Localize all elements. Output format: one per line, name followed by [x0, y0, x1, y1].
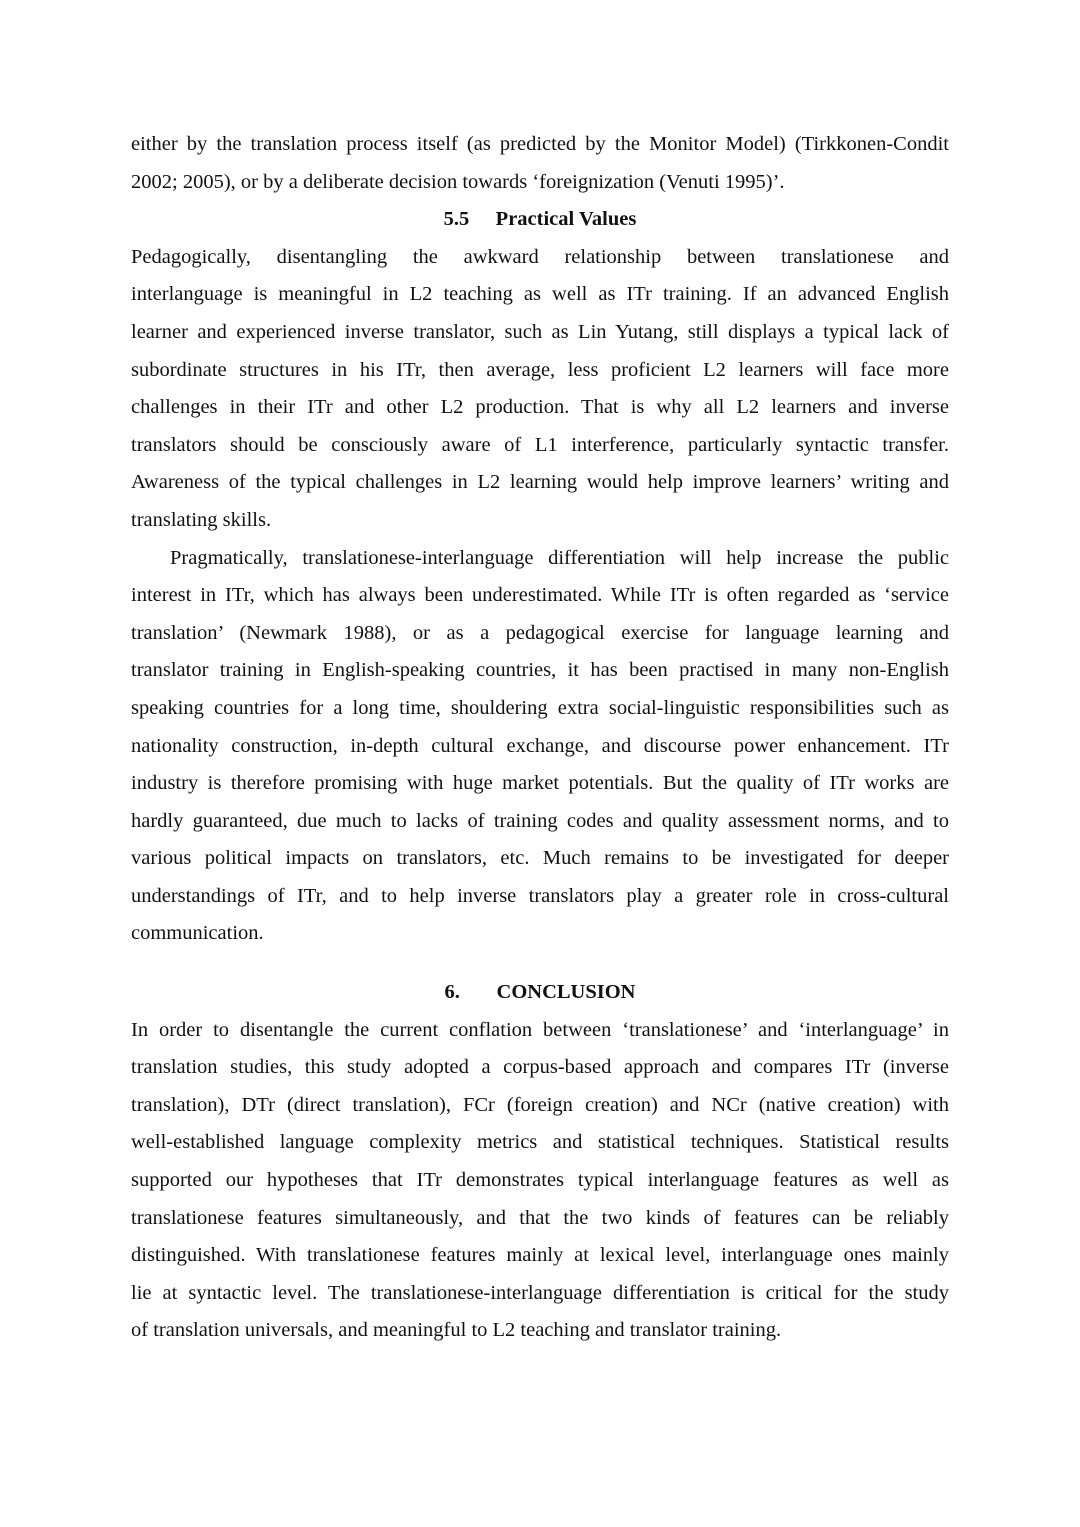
- text-line: translation’ (Newmark 1988), or as a pedagogical exercise for language learning and: [131, 621, 949, 644]
- text-line: interest in ITr, which has always been underestimated. While ITr is often regarded as ‘service: [131, 584, 949, 607]
- text-line: translation), DTr (direct translation), FCr (foreign creation) and NCr (native creation) with: [131, 1093, 949, 1116]
- text-line: translation studies, this study adopted a corpus-based approach and compares ITr (inverse: [131, 1056, 949, 1079]
- text-line: various political impacts on translators, etc. Much remains to be investigated for deeper: [131, 847, 949, 870]
- text-line: communication.: [131, 922, 264, 945]
- text-line: challenges in their ITr and other L2 production. That is why all L2 learners and inverse: [131, 396, 949, 419]
- text-line: subordinate structures in his ITr, then average, less proficient L2 learners will face more: [131, 358, 949, 381]
- text-line: Pedagogically, disentangling the awkward relationship between translationese and: [131, 245, 949, 268]
- paragraph-pragmatically: [131, 540, 949, 954]
- section-title: CONCLUSION: [496, 981, 636, 1004]
- section-spacer: [131, 953, 949, 974]
- text-line: nationality construction, in-depth cultural exchange, and discourse power enhancement. ITr: [131, 734, 949, 757]
- section-number: 5.5: [443, 208, 470, 231]
- text-line: translator training in English-speaking countries, it has been practised in many non-English: [131, 659, 949, 682]
- text-line: Pragmatically, translationese-interlanguage differentiation will help increase the public: [170, 546, 949, 569]
- text-line: lie at syntactic level. The translationese-interlanguage differentiation is critical for the study: [131, 1281, 949, 1304]
- text-line: translators should be consciously aware of L1 interference, particularly syntactic transfer.: [131, 433, 949, 456]
- text-line: supported our hypotheses that ITr demonstrates typical interlanguage features as well as: [131, 1169, 949, 1192]
- section-title: Practical Values: [495, 208, 637, 231]
- text-line: distinguished. With translationese features mainly at lexical level, interlanguage ones mainly: [131, 1244, 949, 1267]
- text-line: translationese features simultaneously, and that the two kinds of features can be reliably: [131, 1206, 949, 1229]
- text-line: 2002; 2005), or by a deliberate decision towards ‘foreignization (Venuti 1995)’.: [131, 170, 785, 193]
- text-line: interlanguage is meaningful in L2 teaching as well as ITr training. If an advanced English: [131, 283, 949, 306]
- text-line: translating skills.: [131, 508, 272, 531]
- text-line: In order to disentangle the current conflation between ‘translationese’ and ‘interlanguage’ in: [131, 1018, 949, 1041]
- section-heading-5-5: [131, 201, 949, 239]
- text-line: industry is therefore promising with huge market potentials. But the quality of ITr works are: [131, 772, 949, 795]
- text-line: speaking countries for a long time, shouldering extra social-linguistic responsibilities such as: [131, 696, 949, 719]
- text-line: well-established language complexity metrics and statistical techniques. Statistical results: [131, 1131, 949, 1154]
- continuation-paragraph: [131, 126, 949, 201]
- paragraph-pedagogically: [131, 239, 949, 540]
- section-heading-6: [131, 974, 949, 1012]
- document-page: [131, 126, 949, 1350]
- text-line: understandings of ITr, and to help inverse translators play a greater role in cross-cultural: [131, 884, 949, 907]
- text-line: of translation universals, and meaningful to L2 teaching and translator training.: [131, 1319, 782, 1342]
- paragraph-conclusion: [131, 1012, 949, 1350]
- text-line: either by the translation process itself (as predicted by the Monitor Model) (Tirkkonen-Condit: [131, 133, 949, 155]
- text-line: learner and experienced inverse translator, such as Lin Yutang, still displays a typical lack of: [131, 320, 949, 343]
- text-line: hardly guaranteed, due much to lacks of training codes and quality assessment norms, and to: [131, 809, 949, 832]
- section-number: 6.: [444, 981, 460, 1004]
- text-line: Awareness of the typical challenges in L2 learning would help improve learners’ writing and: [131, 471, 949, 494]
